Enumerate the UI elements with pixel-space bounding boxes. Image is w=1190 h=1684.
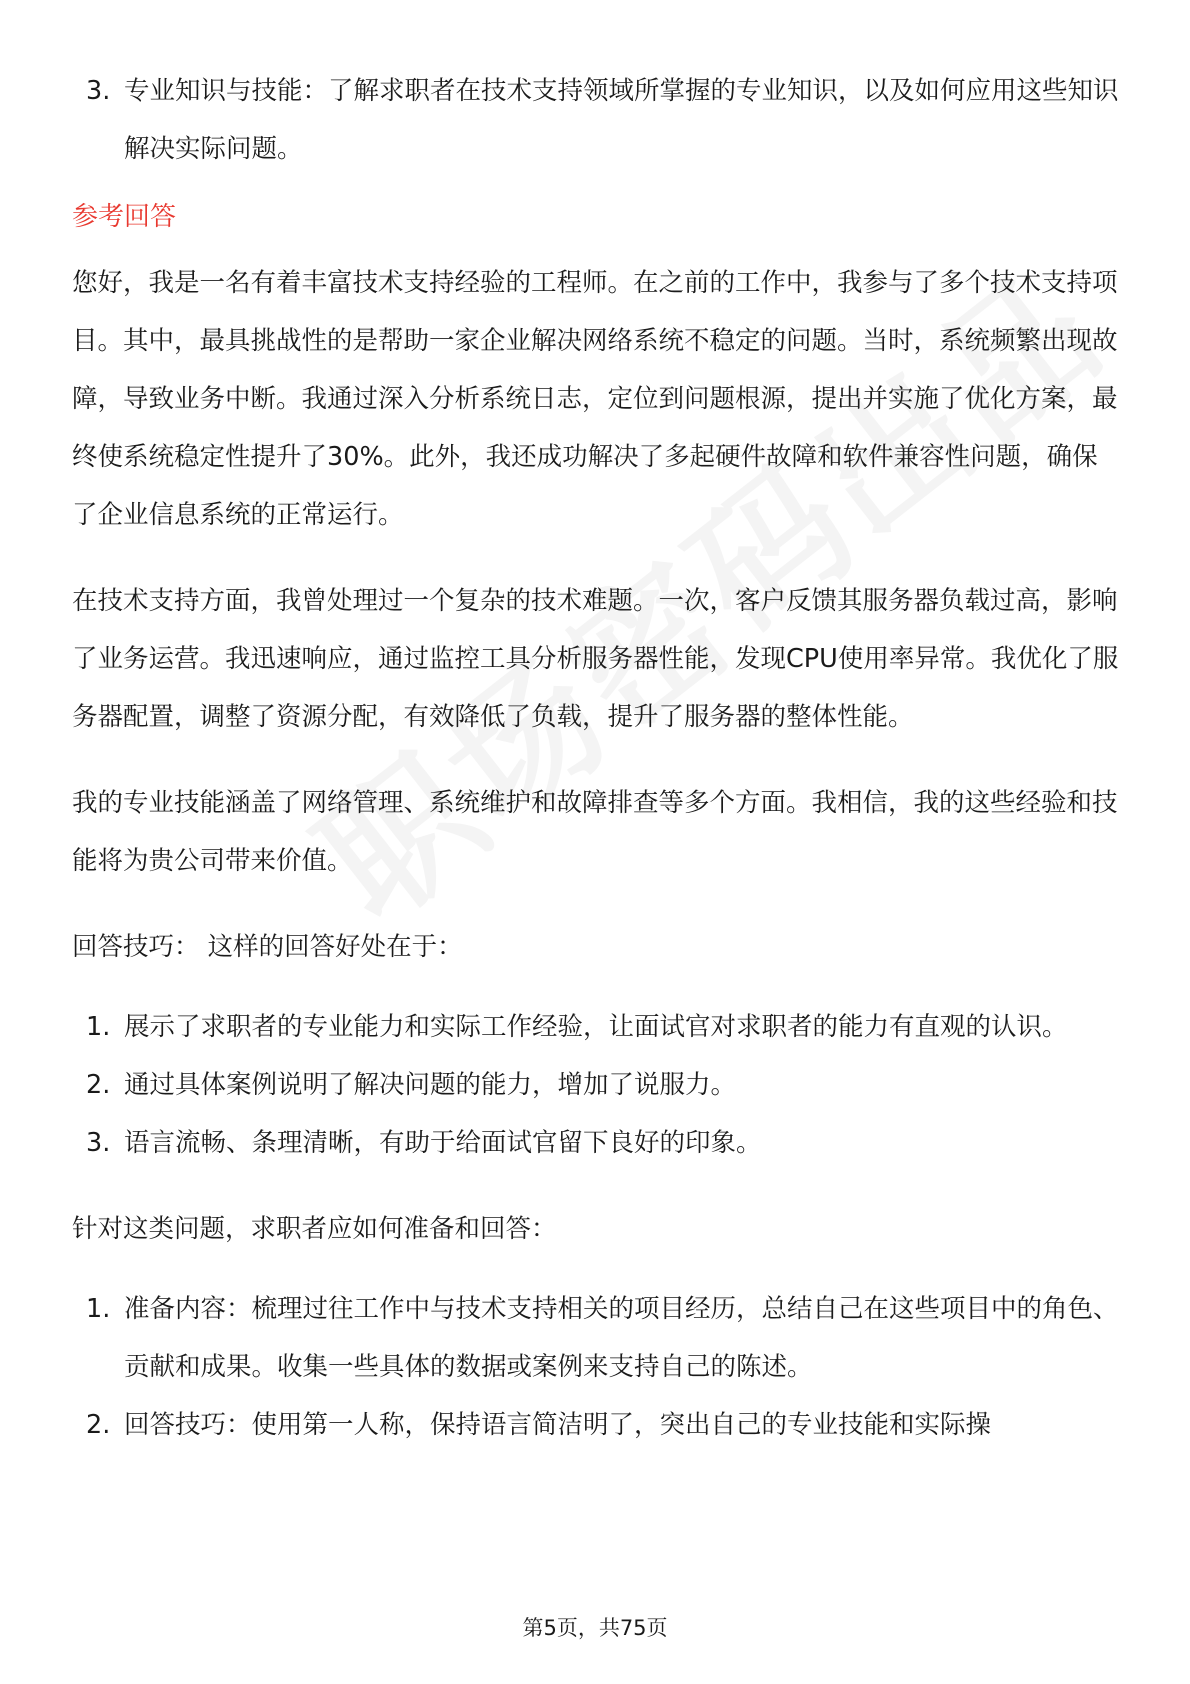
- answer-paragraph: 在技术支持方面，我曾处理过一个复杂的技术难题。一次，客户反馈其服务器负载过高，影响了业务运营。我迅速响应，通过监控工具分析服务器性能，发现CPU使用率异常。我优化了服务器配置，调整了资源分配，有效降低了负载，提升了服务器的整体性能。: [72, 586, 1119, 732]
- tips-list: [72, 998, 1120, 1172]
- list-number: 1.: [86, 1294, 111, 1324]
- page-footer: 第5页，共75页: [522, 1616, 668, 1640]
- prep-intro: 针对这类问题，求职者应如何准备和回答：: [72, 1214, 557, 1244]
- list-text: 回答技巧：使用第一人称，保持语言简洁明了，突出自己的专业技能和实际操: [124, 1410, 992, 1440]
- prep-list: [72, 1280, 1120, 1454]
- list-number: 3.: [86, 76, 111, 106]
- list-item: [72, 1396, 1120, 1454]
- list-item: [72, 62, 1120, 178]
- criteria-list: [72, 62, 1120, 178]
- list-text: 通过具体案例说明了解决问题的能力，增加了说服力。: [124, 1070, 737, 1100]
- list-number: 1.: [86, 1012, 111, 1042]
- answer-paragraph: 我的专业技能涵盖了网络管理、系统维护和故障排查等多个方面。我相信，我的这些经验和技能将为贵公司带来价值。: [72, 788, 1118, 876]
- page-content: [72, 62, 1120, 1454]
- section-heading: 参考回答: [72, 202, 177, 232]
- list-item: [72, 1114, 1120, 1172]
- list-text: 专业知识与技能：了解求职者在技术支持领域所掌握的专业知识，以及如何应用这些知识解决实际问题。: [124, 76, 1119, 164]
- list-text: 语言流畅、条理清晰，有助于给面试官留下良好的印象。: [124, 1128, 762, 1158]
- list-text: 展示了求职者的专业能力和实际工作经验，让面试官对求职者的能力有直观的认识。: [124, 1012, 1068, 1042]
- list-item: [72, 1056, 1120, 1114]
- answer-paragraph: 您好，我是一名有着丰富技术支持经验的工程师。在之前的工作中，我参与了多个技术支持项目。其中，最具挑战性的是帮助一家企业解决网络系统不稳定的问题。当时，系统频繁出现故障，导致业务中断。我通过深入分析系统日志，定位到问题根源，提出并实施了优化方案，最终使系统稳定性提升了30%。此外，我还成功解决了多起硬件故障和软件兼容性问题，确保了企业信息系统的正常运行。: [72, 268, 1118, 530]
- list-number: 3.: [86, 1128, 111, 1158]
- tips-intro: 回答技巧： 这样的回答好处在于：: [72, 932, 463, 962]
- list-item: [72, 998, 1120, 1056]
- list-number: 2.: [86, 1070, 111, 1100]
- list-text: 准备内容：梳理过往工作中与技术支持相关的项目经历，总结自己在这些项目中的角色、贡献和成果。收集一些具体的数据或案例来支持自己的陈述。: [124, 1294, 1119, 1382]
- list-item: [72, 1280, 1120, 1396]
- list-number: 2.: [86, 1410, 111, 1440]
